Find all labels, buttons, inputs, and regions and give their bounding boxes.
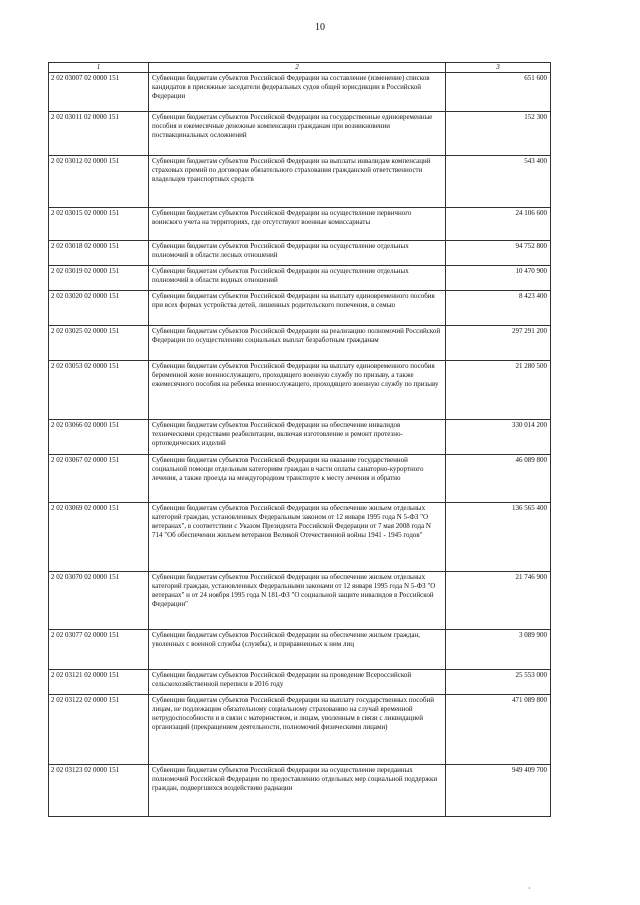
item-name: Субвенции бюджетам субъектов Российской Федерации на выплату единовременного пособия при всех формах устройства детей, лишенных родительского попечения, в семью [149,291,446,326]
item-amount: 21 746 900 [446,572,551,630]
budget-code: 2 02 03069 02 0000 151 [49,503,149,572]
item-name: Субвенции бюджетам субъектов Российской Федерации на проведение Всероссийской сельскохозяйственной переписи в 2016 году [149,670,446,695]
item-amount: 94 752 800 [446,241,551,266]
budget-code: 2 02 03018 02 0000 151 [49,241,149,266]
item-amount: 471 089 800 [446,695,551,765]
item-amount: 543 400 [446,156,551,208]
item-name: Субвенции бюджетам субъектов Российской Федерации на обеспечение жильем отдельных категорий граждан, установленных Федеральным законом от 12 января 1995 года N 5-ФЗ "О ветеранах", в соответствии с Указом Президента Российской Федерации от 7 мая 2008 года N 714 "Об обеспечении жильем ветеранов Великой Отечественной войны 1941 - 1945 годов" [149,503,446,572]
budget-code: 2 02 03077 02 0000 151 [49,630,149,670]
table-row [49,572,551,630]
budget-code: 2 02 03011 02 0000 151 [49,112,149,156]
item-amount: 21 280 500 [446,361,551,420]
item-amount: 949 409 700 [446,765,551,817]
item-name: Субвенции бюджетам субъектов Российской Федерации на оказание государственной социальной помощи отдельным категориям граждан в части оплаты санаторно-курортного лечения, а также проезда на междугородном транспорте к месту лечения и обратно [149,455,446,503]
table-row [49,455,551,503]
item-name: Субвенции бюджетам субъектов Российской Федерации на выплату государственных пособий лицам, не подлежащим обязательному социальному страхованию на случай временной нетрудоспособности и в связи с материнством, и лицам, уволенным в связи с ликвидацией организаций (прекращением деятельности, полномочий физическими лицами) [149,695,446,765]
budget-code: 2 02 03007 02 0000 151 [49,73,149,112]
budget-code: 2 02 03122 02 0000 151 [49,695,149,765]
table-header-row [49,63,551,73]
budget-code: 2 02 03012 02 0000 151 [49,156,149,208]
item-name: Субвенции бюджетам субъектов Российской Федерации на составление (изменение) списков кандидатов в присяжные заседатели федеральных судов общей юрисдикции в Российской Федерации [149,73,446,112]
table-row [49,695,551,765]
item-name: Субвенции бюджетам субъектов Российской Федерации на осуществление первичного воинского учета на территориях, где отсутствуют военные комиссариаты [149,208,446,241]
table-row [49,112,551,156]
item-amount: 136 565 400 [446,503,551,572]
item-name: Субвенции бюджетам субъектов Российской Федерации на обеспечение инвалидов техническими средствами реабилитации, включая изготовление и ремонт протезно-ортопедических изделий [149,420,446,455]
budget-code: 2 02 03121 02 0000 151 [49,670,149,695]
table-row [49,361,551,420]
item-name: Субвенции бюджетам субъектов Российской Федерации на осуществление отдельных полномочий в области лесных отношений [149,241,446,266]
item-name: Субвенции бюджетам субъектов Российской Федерации на выплату единовременного пособия беременной жене военнослужащего, проходящего военную службу по призыву, а также ежемесячного пособия на ребенка военнослужащего, проходящего военную службу по призыву [149,361,446,420]
item-name: Субвенции бюджетам субъектов Российской Федерации на обеспечение жильем граждан, уволенных с военной службы (службы), и приравненных к ним лиц [149,630,446,670]
item-amount: 651 600 [446,73,551,112]
column-header-name: 2 [149,63,446,73]
budget-code: 2 02 03015 02 0000 151 [49,208,149,241]
item-amount: 46 089 800 [446,455,551,503]
budget-code: 2 02 03019 02 0000 151 [49,266,149,291]
column-header-amount: 3 [446,63,551,73]
page-number: 10 [315,22,325,33]
table-row [49,503,551,572]
item-amount: 25 553 000 [446,670,551,695]
item-amount: 330 014 200 [446,420,551,455]
table-row [49,156,551,208]
item-name: Субвенции бюджетам субъектов Российской Федерации на осуществление отдельных полномочий в области водных отношений [149,266,446,291]
item-amount: 24 106 600 [446,208,551,241]
table-row [49,765,551,817]
item-name: Субвенции бюджетам субъектов Российской Федерации на реализацию полномочий Российской Федерации по осуществлению социальных выплат безработным гражданам [149,326,446,361]
budget-code: 2 02 03067 02 0000 151 [49,455,149,503]
budget-code: 2 02 03020 02 0000 151 [49,291,149,326]
item-amount: 152 300 [446,112,551,156]
table-row [49,241,551,266]
budget-code: 2 02 03025 02 0000 151 [49,326,149,361]
budget-code: 2 02 03053 02 0000 151 [49,361,149,420]
column-header-code: 1 [49,63,149,73]
table-row [49,420,551,455]
table-row [49,291,551,326]
item-name: Субвенции бюджетам субъектов Российской Федерации на государственные единовременные пособия и ежемесячные денежные компенсации гражданам при возникновении поствакцинальных осложнений [149,112,446,156]
stray-mark: · [528,884,531,893]
table-row [49,670,551,695]
budget-code: 2 02 03070 02 0000 151 [49,572,149,630]
item-amount: 297 291 200 [446,326,551,361]
item-name: Субвенции бюджетам субъектов Российской Федерации на осуществление переданных полномочий Российской Федерации по предоставлению отдельных мер социальной поддержки граждан, подвергшихся воздействию радиации [149,765,446,817]
table-row [49,630,551,670]
item-amount: 10 470 900 [446,266,551,291]
table-row [49,326,551,361]
item-amount: 3 089 900 [446,630,551,670]
item-name: Субвенции бюджетам субъектов Российской Федерации на обеспечение жильем отдельных категорий граждан, установленных Федеральными законами от 12 января 1995 года N 5-ФЗ "О ветеранах" и от 24 ноября 1995 года N 181-ФЗ "О социальной защите инвалидов в Российской Федерации" [149,572,446,630]
budget-code: 2 02 03123 02 0000 151 [49,765,149,817]
table-row [49,73,551,112]
budget-code: 2 02 03066 02 0000 151 [49,420,149,455]
subvention-table [48,62,551,817]
table-row [49,266,551,291]
table-row [49,208,551,241]
item-name: Субвенции бюджетам субъектов Российской Федерации на выплаты инвалидам компенсаций страховых премий по договорам обязательного страхования гражданской ответственности владельцев транспортных средств [149,156,446,208]
item-amount: 8 423 400 [446,291,551,326]
